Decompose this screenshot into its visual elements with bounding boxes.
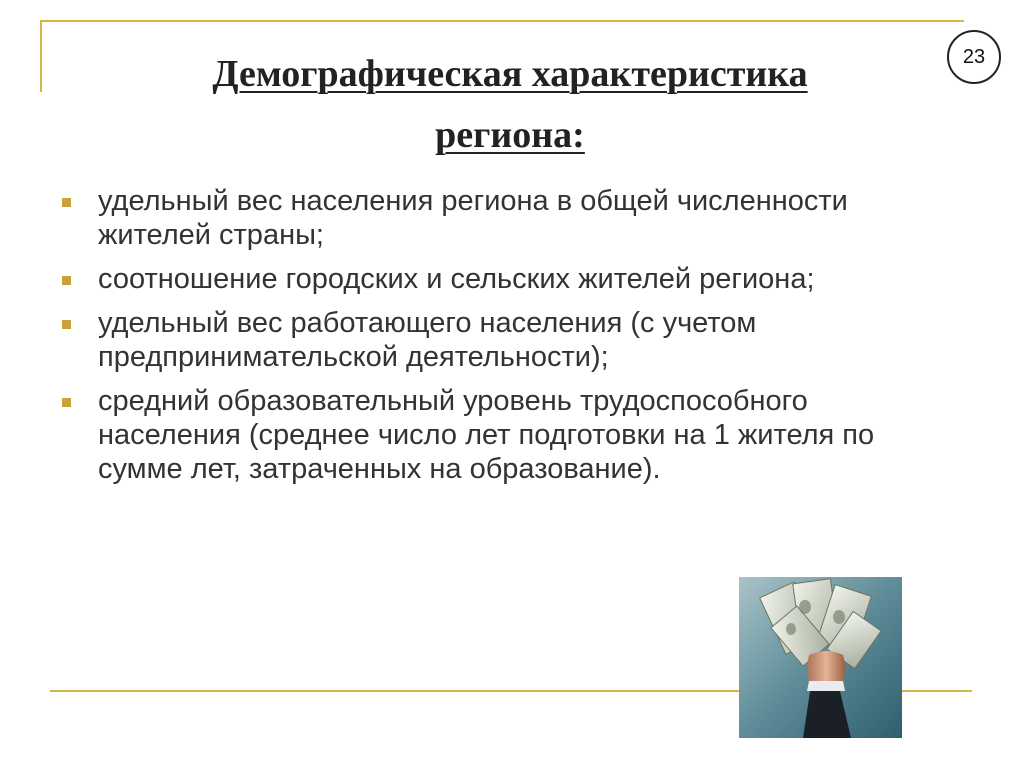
list-item (60, 384, 940, 486)
bullet-text: удельный вес работающего населения (с учетом предпринимательской деятельности); (98, 307, 757, 373)
frame-top-line (40, 20, 964, 22)
bullet-text: удельный вес населения региона в общей численности жителей страны; (98, 185, 848, 251)
list-item (60, 262, 940, 296)
square-bullet-icon (62, 276, 71, 285)
square-bullet-icon (62, 198, 71, 207)
square-bullet-icon (62, 398, 71, 407)
bullet-list (60, 184, 940, 496)
bullet-text: средний образовательный уровень трудоспособного населения (среднее число лет подготовки на 1 жителя по сумме лет, затраченных на образование). (98, 385, 875, 485)
list-item (60, 306, 940, 374)
slide-title (70, 44, 950, 166)
bullet-text: соотношение городских и сельских жителей региона; (98, 263, 815, 295)
money-hand-photo (739, 577, 902, 738)
page-number: 23 (962, 45, 986, 68)
page-number-badge (947, 30, 1001, 84)
title-line-2: региона: (435, 114, 585, 156)
money-hand-illustration (739, 577, 902, 738)
list-item (60, 184, 940, 252)
title-line-1: Демографическая характеристика (212, 53, 808, 95)
frame-left-line (40, 20, 42, 92)
square-bullet-icon (62, 320, 71, 329)
